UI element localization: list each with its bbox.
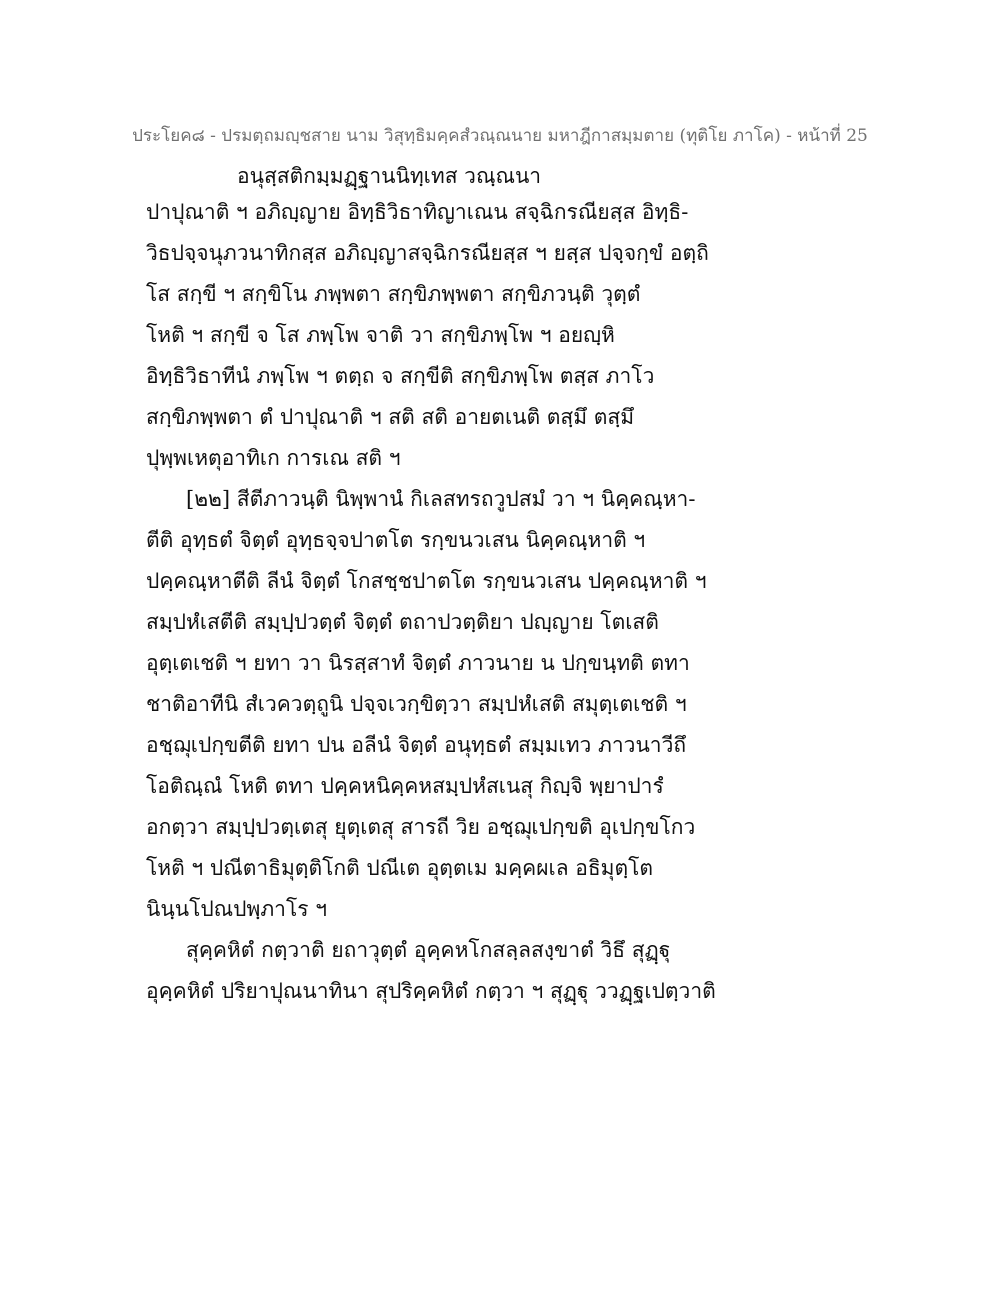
text-line: สุคฺคหิตํ กตฺวาติ ยถาวุตฺตํ อุคฺคหโกสลฺลสงฺขาตํ วิธึ สุฏฺฐุ xyxy=(186,938,671,962)
text-line: โส สกฺขี ฯ สกฺขิโน ภพฺพตา สกฺขิภพฺพตา สกฺขิภวนฺติ วุตฺตํ xyxy=(146,282,641,306)
text-line: ปคฺคณฺหาตีติ ลีนํ จิตฺตํ โกสชฺชปาตโต รกฺขนวเสน ปคฺคณฺหาติ ฯ xyxy=(146,569,707,593)
text-line: นินฺนโปณปพฺภาโร ฯ xyxy=(146,897,327,921)
text-line: สกฺขิภพฺพตา ตํ ปาปุณาติ ฯ สติ สติ อายตเนติ ตสฺมึ ตสฺมึ xyxy=(146,405,635,429)
text-line: โหติ ฯ ปณีตาธิมุตฺติโกติ ปณีเต อุตฺตเม มคฺคผเล อธิมุตฺโต xyxy=(146,856,654,880)
section-title: อนุสฺสติกมฺมฏฺฐานนิทฺเทส วณฺณนา xyxy=(237,164,542,188)
text-line: อุตฺเตเชติ ฯ ยทา วา นิรสฺสาทํ จิตฺตํ ภาวนาย น ปกฺขนฺทติ ตทา xyxy=(146,651,690,675)
text-line: ปาปุณาติ ฯ อภิญฺญาย อิทฺธิวิธาทิญาเณน สจฺฉิกรณียสฺส อิทฺธิ- xyxy=(146,200,689,224)
running-header: ประโยค๘ - ปรมตฺถมญฺชสาย นาม วิสุทฺธิมคฺคสํวณฺณนาย มหาฎีกาสมฺมตาย (ทุติโย ภาโค) - หน้าที่ 25 xyxy=(132,126,868,146)
text-line: วิธปจฺจนุภวนาทิกสฺส อภิญฺญาสจฺฉิกรณียสฺส ฯ ยสฺส ปจฺจกฺขํ อตฺถิ xyxy=(146,241,709,265)
text-line: อกตฺวา สมฺปฺปวตฺเตสุ ยุตฺเตสุ สารถี วิย อชฺฌุเปกฺขติ อุเปกฺขโกว xyxy=(146,815,696,839)
text-line: ปุพฺพเหตุอาทิเก การเณ สติ ฯ xyxy=(146,446,401,470)
text-line: [๒๒] สีตีภาวนฺติ นิพฺพานํ กิเลสทรถวูปสมํ วา ฯ นิคฺคณฺหา- xyxy=(186,487,696,511)
text-line: ตีติ อุทฺธตํ จิตฺตํ อุทฺธจฺจปาตโต รกฺขนวเสน นิคฺคณฺหาติ ฯ xyxy=(146,528,646,552)
text-line: อิทฺธิวิธาทีนํ ภพฺโพ ฯ ตตฺถ จ สกฺขีติ สกฺขิภพฺโพ ตสฺส ภาโว xyxy=(146,364,655,388)
text-line: ชาติอาทีนิ สํเวควตฺถูนิ ปจฺจเวกฺขิตฺวา สมฺปหํเสติ สมุตฺเตเชติ ฯ xyxy=(146,692,687,716)
text-line: โอติณฺณํ โหติ ตทา ปคฺคหนิคฺคหสมฺปหํสเนสุ กิญฺจิ พฺยาปารํ xyxy=(146,774,664,798)
text-line: สมฺปหํเสตีติ สมฺปฺปวตฺตํ จิตฺตํ ตถาปวตฺติยา ปญฺญาย โตเสติ xyxy=(146,610,659,634)
text-line: อชฺฌุเปกฺขตีติ ยทา ปน อลีนํ จิตฺตํ อนุทฺธตํ สมฺมเทว ภาวนาวีถึ xyxy=(146,733,687,757)
text-line: อุคฺคหิตํ ปริยาปุณนาทินา สุปริคฺคหิตํ กตฺวา ฯ สุฏฺฐุ ววฏฺฐเปตฺวาติ xyxy=(146,979,716,1003)
text-line: โหติ ฯ สกฺขี จ โส ภพฺโพ จาติ วา สกฺขิภพฺโพ ฯ อยญฺหิ xyxy=(146,323,615,347)
